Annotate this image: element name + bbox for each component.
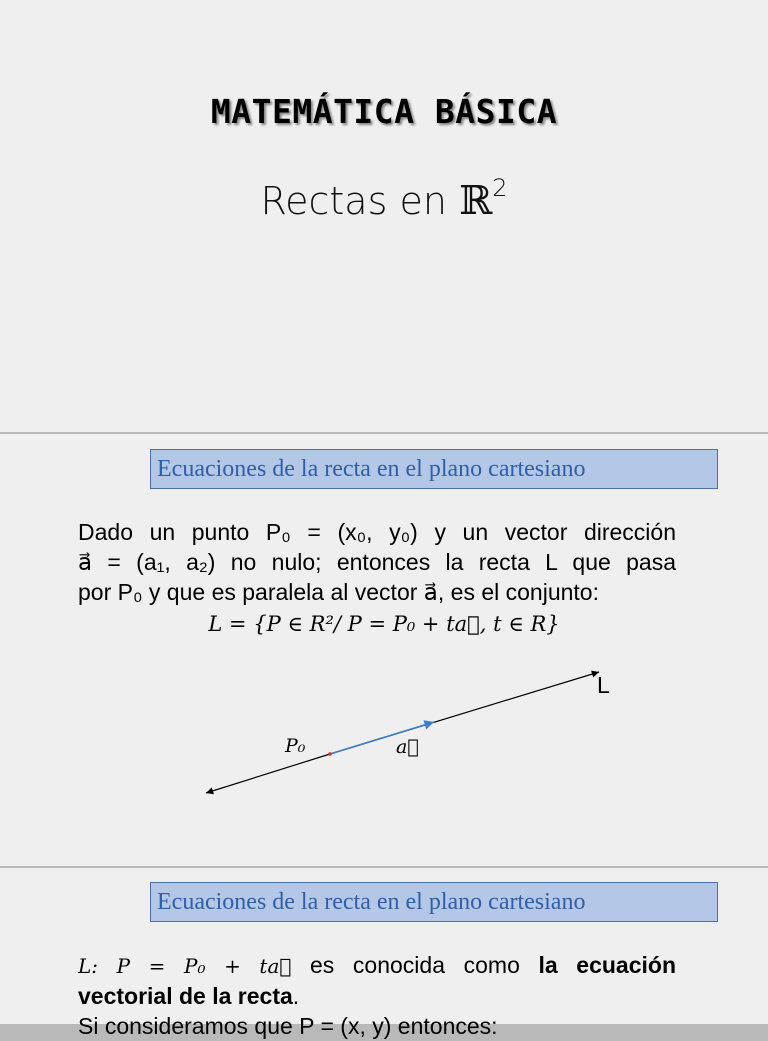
label-vector-a: a⃗ — [396, 736, 419, 758]
definition-slide — [0, 434, 768, 866]
definition-paragraph — [78, 517, 676, 607]
vector-eq-period: . — [292, 983, 300, 1009]
vector-eq-bold-2: vectorial de la recta — [78, 983, 293, 1009]
line-diagram — [0, 654, 768, 814]
vector-eq-line-1 — [78, 950, 676, 981]
label-P0: P₀ — [285, 735, 306, 757]
vector-eq-line-2 — [78, 981, 676, 1011]
vector-equation: L: P = P₀ + ta⃗ — [78, 954, 292, 978]
subtitle-text: Rectas en — [260, 179, 460, 223]
subtitle-superscript: 2 — [492, 174, 508, 203]
vector-eq-bold-1: la ecuación — [538, 952, 676, 978]
section-title-box-2: Ecuaciones de la recta en el plano cartesiano — [150, 882, 718, 922]
definition-line-3: por P₀ y que es paralela al vector a⃗, es el conjunto: — [78, 579, 599, 605]
line-L-back — [206, 754, 330, 793]
sub-title — [0, 174, 768, 224]
point-P0 — [328, 752, 332, 756]
section-title-box: Ecuaciones de la recta en el plano cartesiano — [150, 449, 718, 489]
vector-eq-line-3: Si consideramos que P = (x, y) entonces: — [78, 1013, 498, 1039]
real-numbers-symbol: ℝ — [459, 178, 493, 224]
definition-line-2: a⃗ = (a₁, a₂) no nulo; entonces la recta L que pasa — [78, 549, 676, 575]
vector-equation-slide — [0, 868, 768, 1039]
vector-equation-paragraph — [78, 950, 676, 1041]
title-slide — [0, 0, 768, 432]
set-formula: L = {P ∈ R²/ P = P₀ + ta⃗, t ∈ R} — [208, 612, 560, 636]
definition-line-1: Dado un punto P₀ = (x₀, y₀) y un vector dirección — [78, 519, 676, 545]
label-L: L — [597, 672, 610, 698]
vector-eq-text: es conocida como — [291, 952, 539, 978]
main-title: MATEMÁTICA BÁSICA — [210, 92, 558, 131]
